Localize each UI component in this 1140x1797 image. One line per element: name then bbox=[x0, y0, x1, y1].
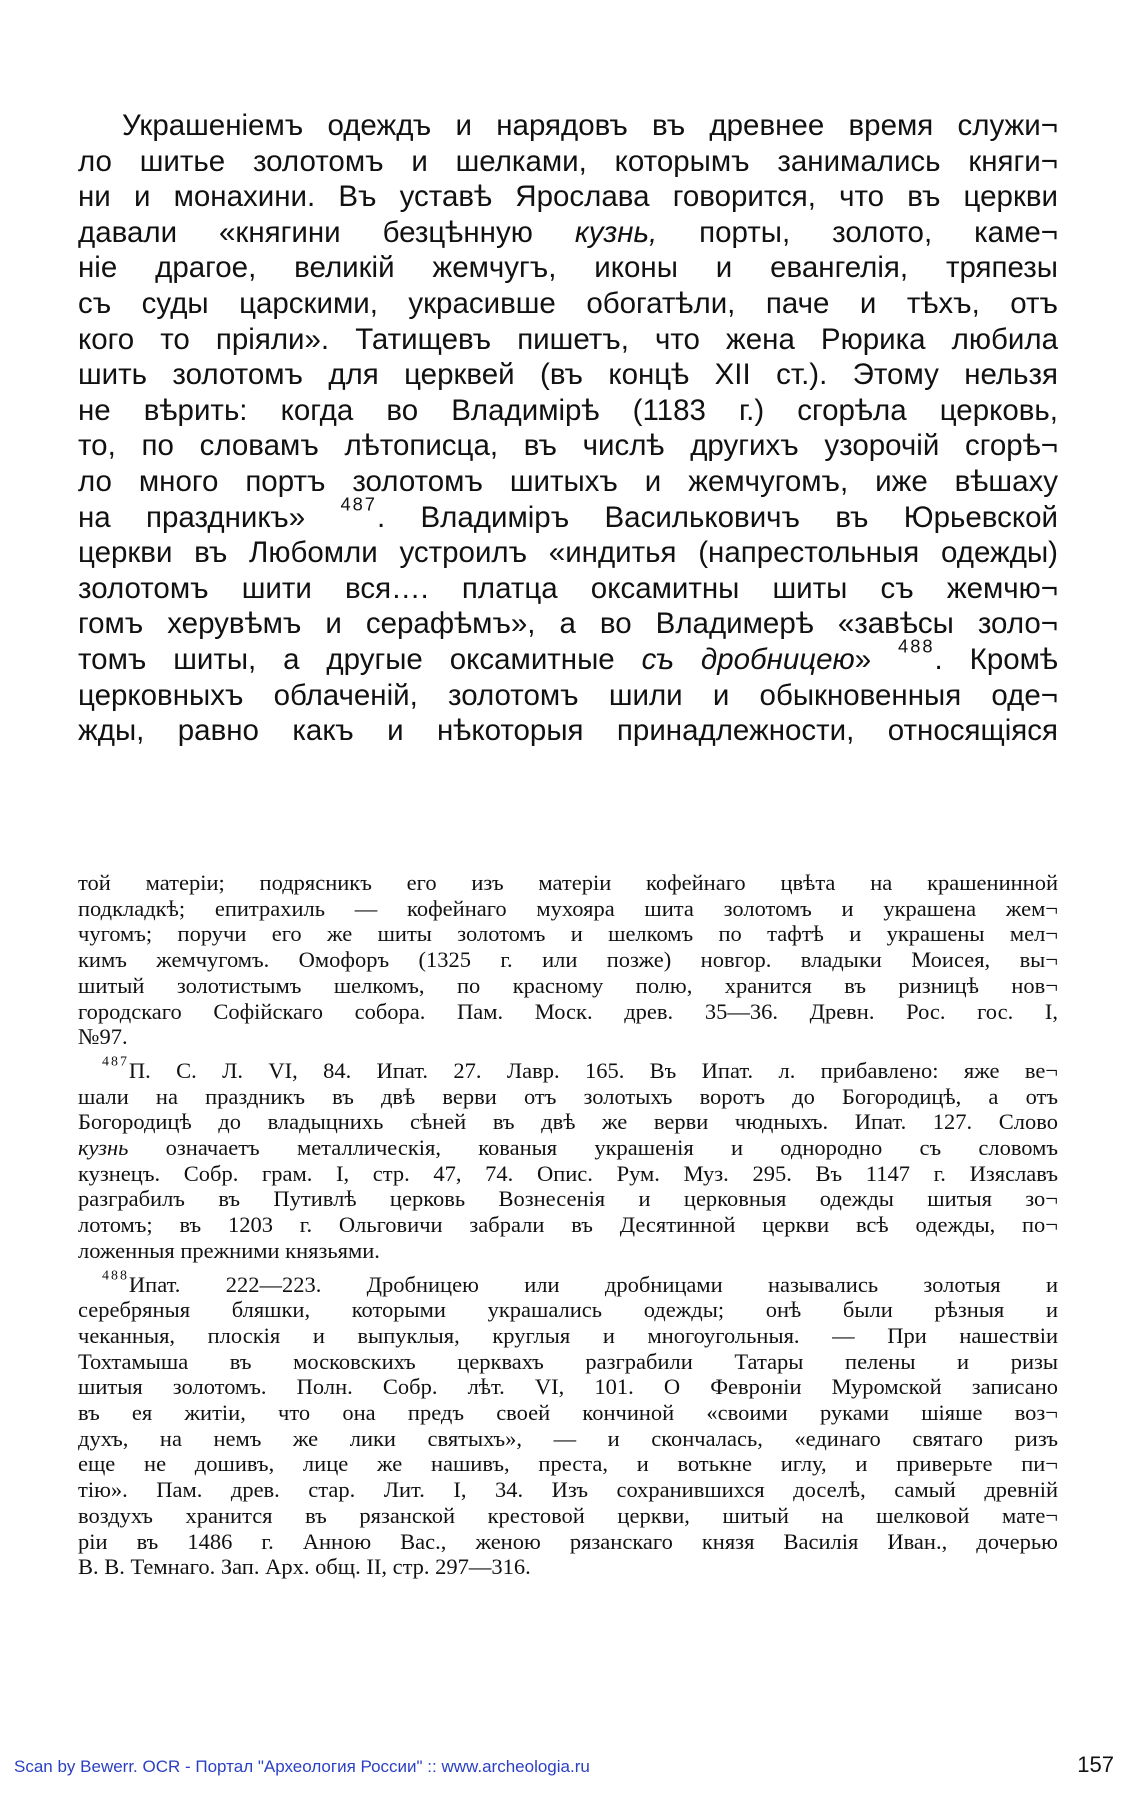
footnote-line: $^{488}$Ипат. 222—223. Дробницею или дробницами назывались золотыя и bbox=[102, 1268, 1058, 1297]
main-text-line: томъ шиты, а другые оксамитные съ дробницею» $^{488}$. Кромѣ bbox=[78, 635, 1058, 676]
main-text-line: ло шитье золотомъ и шелками, которымъ занимались княги¬ bbox=[78, 144, 1058, 178]
footnote-line: №97. bbox=[78, 1024, 128, 1050]
main-text-line: золотомъ шити вся…. платца оксамитны шиты съ жемчю¬ bbox=[78, 571, 1058, 605]
footnote-line: разграбилъ въ Путивлѣ церковь Вознесенія и церковныя одежды шитыя зо¬ bbox=[78, 1186, 1058, 1212]
footnote-line: В. В. Темнаго. Зап. Арх. общ. II, стр. 297—316. bbox=[78, 1554, 531, 1580]
main-text-line: жды, равно какъ и нѣкоторыя принадлежности, относящіяся bbox=[78, 714, 1058, 748]
main-text-line: гомъ херувѣмъ и серафѣмъ», а во Владимерѣ «завѣсы золо¬ bbox=[78, 607, 1058, 641]
main-text-line: церковныхъ облаченій, золотомъ шили и обыкновенныя оде¬ bbox=[78, 678, 1058, 712]
main-text-line: Украшеніемъ одеждъ и нарядовъ въ древнее время служи¬ bbox=[122, 109, 1058, 142]
footnote-line: серебряныя бляшки, которыми украшались одежды; онѣ были рѣзныя и bbox=[78, 1297, 1058, 1323]
footnote-line: шитыя золотомъ. Полн. Собр. лѣт. VI, 101. О Февроніи Муромской записано bbox=[78, 1374, 1058, 1400]
footnote-line: тію». Пам. древ. стар. Лит. I, 34. Изъ сохранившихся доселѣ, самый древній bbox=[78, 1477, 1058, 1503]
footnote-line: лотомъ; въ 1203 г. Ольговичи забрали въ Десятинной церкви всѣ одежды, по¬ bbox=[78, 1212, 1058, 1238]
main-text-line: ло много портъ золотомъ шитыхъ и жемчугомъ, иже вѣшаху bbox=[78, 464, 1058, 498]
footnote-line: ложенныя прежними князьями. bbox=[78, 1237, 380, 1263]
main-text-line: на праздникъ» $^{487}$. Владиміръ Васильковичъ въ Юрьевской bbox=[78, 493, 1058, 534]
footnote-line: чугомъ; поручи его же шиты золотомъ и шелкомъ по тафтѣ и украшены мел¬ bbox=[78, 921, 1058, 947]
main-text-line: не вѣрить: когда во Владимірѣ (1183 г.) сгорѣла церковь, bbox=[78, 393, 1058, 427]
footnote-line: подкладкѣ; епитрахиль — кофейнаго мухояра шита золотомъ и украшена жем¬ bbox=[78, 895, 1058, 921]
footnote-line: кимъ жемчугомъ. Омофоръ (1325 г. или позже) новгор. владыки Моисея, вы¬ bbox=[78, 947, 1058, 973]
footnote-line: Богородицѣ до владыцниxь сѣней въ двѣ же верви чюдныхъ. Ипат. 127. Слово bbox=[78, 1109, 1058, 1135]
main-text-line: церкви въ Любомли устроилъ «индитья (напрестольныя одежды) bbox=[78, 536, 1058, 570]
page-number: 157 bbox=[1077, 1752, 1114, 1777]
main-text-line: ни и монахини. Въ уставѣ Ярослава говорится, что въ церкви bbox=[78, 180, 1058, 214]
footnote bbox=[78, 870, 1058, 1050]
footnote-line: $^{487}$П. С. Л. VI, 84. Ипат. 27. Лавр. 165. Въ Ипат. л. прибавлено: яже ве¬ bbox=[102, 1054, 1058, 1083]
footnote-line: городскаго Софійскаго собора. Пам. Моск. древ. 35—36. Древн. Рос. гос. I, bbox=[78, 998, 1058, 1024]
main-text-line: давали «княгини безцѣнную кузнь, порты, золото, каме¬ bbox=[78, 215, 1058, 249]
footnote-line: духъ, на немъ же лики святыхъ», — и скончалась, «единаго святаго ризъ bbox=[78, 1425, 1058, 1451]
main-text-line: шить золотомъ для церквей (въ концѣ XII ст.). Этому нельзя bbox=[78, 358, 1058, 392]
main-text-line: съ суды царскими, украсивше обогатѣли, паче и тѣхъ, отъ bbox=[78, 286, 1058, 320]
scan-credit: Scan by Bewerr. OCR - Портал "Археология России" :: www.archeologia.ru bbox=[14, 1757, 590, 1776]
footnote-line: въ ея житіи, что она предъ своей кончиной «своими руками шіяше воз¬ bbox=[78, 1400, 1058, 1426]
main-text-line: то, по словамъ лѣтописца, въ числѣ другихъ узорочій сгорѣ¬ bbox=[78, 429, 1058, 463]
footnote-line: той матеріи; подрясникъ его изъ матеріи кофейнаго цвѣта на крашенинной bbox=[78, 870, 1058, 895]
main-text bbox=[78, 108, 1058, 749]
footnote-line: воздухъ хранится въ рязанской крестовой церкви, шитый на шелковой мате¬ bbox=[78, 1502, 1058, 1528]
footnote-line: шали на праздникъ въ двѣ верви отъ золотыхъ воротъ до Богородицѣ, а отъ bbox=[78, 1083, 1058, 1109]
footnote-line: чеканныя, плоскія и выпуклыя, круглыя и многоугольныя. — При нашествіи bbox=[78, 1322, 1058, 1348]
footnote-line: шитый золотистымъ шелкомъ, по красному полю, хранится въ ризницѣ нов¬ bbox=[78, 972, 1058, 998]
main-text-line: ніе драгое, великій жемчугъ, иконы и евангелія, тряпезы bbox=[78, 251, 1058, 285]
footnote bbox=[78, 1054, 1058, 1264]
footnote-line: еще не дошивъ, лице же нашивъ, преста, и вотькне иглу, и приверьте пи¬ bbox=[78, 1451, 1058, 1477]
main-text-line: кого то пріяли». Татищевъ пишетъ, что жена Рюрика любила bbox=[78, 322, 1058, 356]
footnotes bbox=[78, 870, 1058, 1588]
footnote-line: кузнецъ. Собр. грам. I, стр. 47, 74. Опис. Рум. Муз. 295. Въ 1147 г. Изяславъ bbox=[78, 1160, 1058, 1186]
footnote-line: Тохтамыша въ московскихъ церквахъ разграбили Татары пелены и ризы bbox=[78, 1348, 1058, 1374]
footnote-line: ріи въ 1486 г. Анною Вас., женою рязанскаго князя Василія Иван., дочерью bbox=[78, 1528, 1058, 1554]
footnote bbox=[78, 1268, 1058, 1580]
footnote-line: кузнь означаетъ металлическія, кованыя украшенія и однородно съ словомъ bbox=[78, 1135, 1058, 1161]
